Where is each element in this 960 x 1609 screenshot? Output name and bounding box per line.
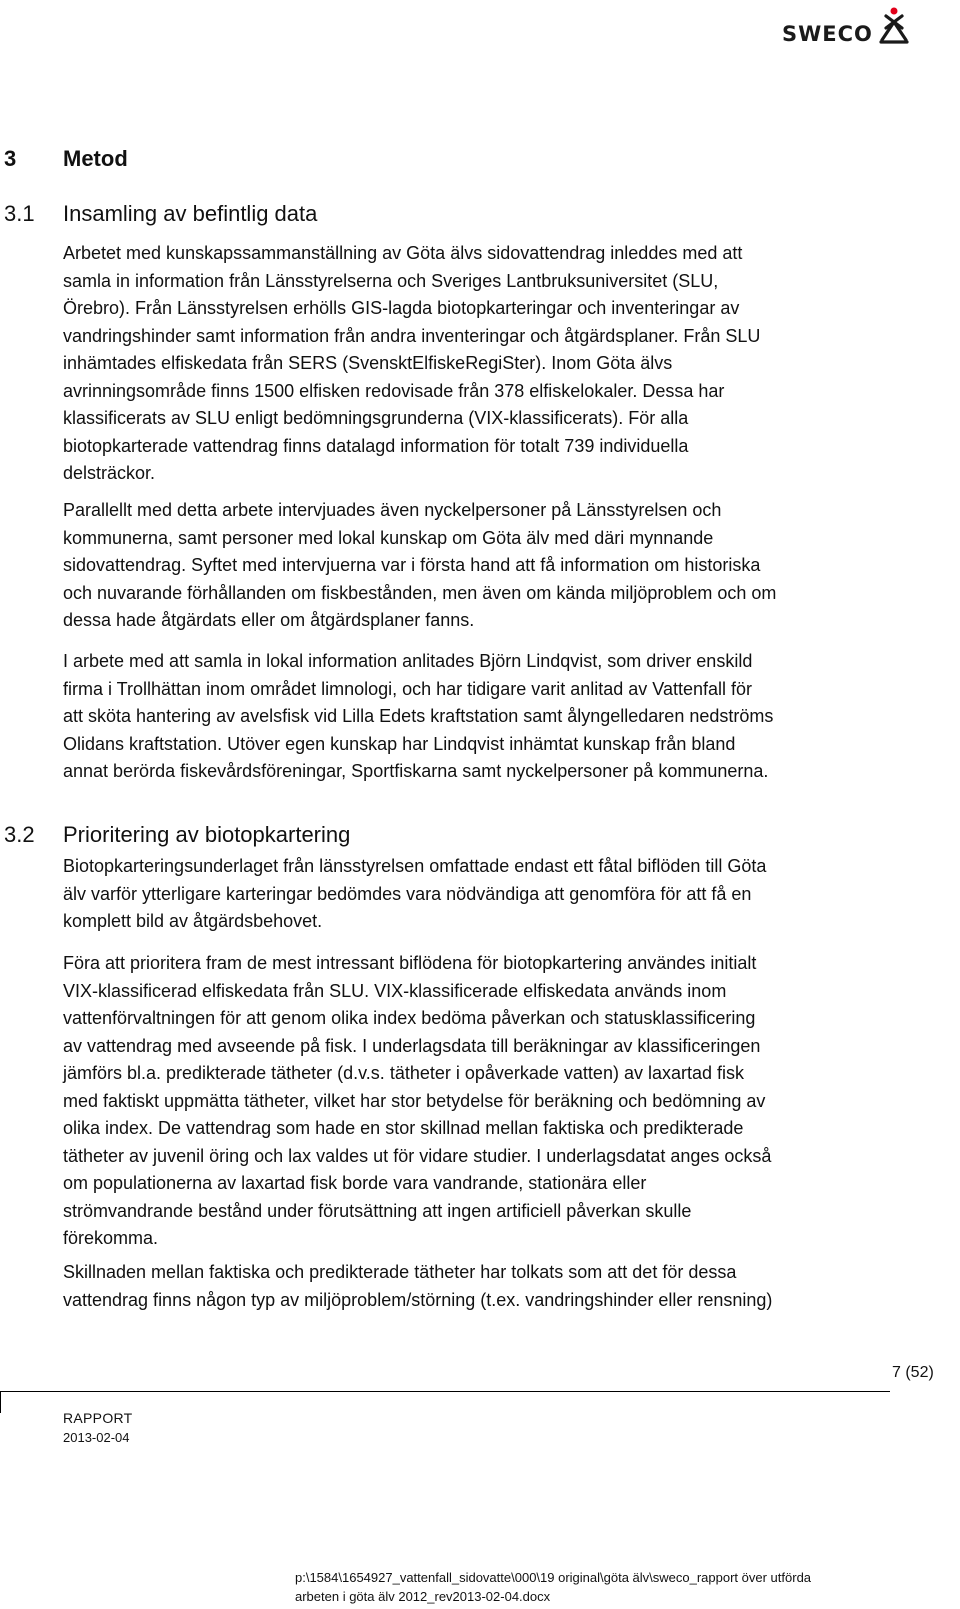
paragraph: Biotopkarteringsunderlaget från länsstyrelsen omfattade endast ett fåtal biflöden till Göta älv varför ytterligare karteringar bedömdes vara nödvändiga att genomföra för att få en komplett bild av åtgärdsbehovet. <box>63 856 767 931</box>
section-number: 3 <box>4 146 17 171</box>
company-logo <box>782 6 912 50</box>
paragraph: Arbetet med kunskapssammanställning av Göta älvs sidovattendrag inleddes med att samla in information från Länsstyrelserna och Sveriges Lantbruksuniversitet (SLU, Örebro). Från Länsstyrelsen erhölls GIS-lagda biotopkarteringar och inventeringar av vandringshinder samt information från andra inventeringar och åtgärdsplaner. Från SLU inhämtades elfiskedata från SERS (SvensktElfiskeRegiSter). Inom Göta älvs avrinningsområde finns 1500 elfisken redovisade från 378 elfiskelokaler. Dessa har klassificerats av SLU enligt bedömningsgrunderna (VIX-klassificerats). För alla biotopkarterade vattendrag finns datalagd information för totalt 739 individuella delsträckor. <box>63 243 761 483</box>
footer-divider-tick <box>0 1391 1 1413</box>
logo-text: SWECO <box>782 22 873 46</box>
section-title: Insamling av befintlig data <box>63 201 318 226</box>
section-title: Prioritering av biotopkartering <box>63 822 351 847</box>
report-date: 2013-02-04 <box>63 1430 130 1445</box>
footer-divider <box>0 1391 890 1392</box>
paragraph: Skillnaden mellan faktiska och predikterade tätheter har tolkats som att det för dessa vattendrag finns någon typ av miljöproblem/störning (t.ex. vandringshinder eller rensning) <box>63 1262 773 1310</box>
page-number: 7 (52) <box>892 1364 934 1381</box>
paragraph: I arbete med att samla in lokal information anlitades Björn Lindqvist, som driver enskild firma i Trollhättan inom området limnologi, och har tidigare varit anlitad av Vattenfall för att sköta hantering av avelsfisk vid Lilla Edets kraftstation samt ålyngelledaren nedströms Olidans kraftstation. Utöver egen kunskap har Lindqvist inhämtat kunskap från bland annat berörda fiskevårdsföreningar, Sportfiskarna samt nyckelpersoner på kommunerna. <box>63 651 774 781</box>
section-number: 3.1 <box>4 201 35 226</box>
paragraph: Föra att prioritera fram de mest intressant biflödena för biotopkartering användes initialt VIX-klassificerad elfiskedata från SLU. VIX-klassificerade elfiskedata används inom vattenförvaltningen för att genom olika index bedöma påverkan och statusklassificering av vattendrag med avseende på fisk. I underlagsdata till beräkningar av klassificeringen jämförs bl.a. predikterade tätheter (d.v.s. tätheter i opåverkade vatten) av laxartad fisk med faktiskt uppmätta tätheter, vilket har stor betydelse för beräkning och bedömning av olika index. De vattendrag som hade en stor skillnad mellan faktiska och predikterade tätheter av juvenil öring och lax valdes ut för vidare studier. I underlagsdatat anges också om populationerna av laxartad fisk borde vara vandrande, stationära eller strömvandrande bestånd under förutsättning att ingen artificiell påverkan skulle förekomma. <box>63 953 772 1248</box>
section-number: 3.2 <box>4 822 35 847</box>
paragraph: Parallellt med detta arbete intervjuades även nyckelpersoner på Länsstyrelsen och kommunerna, samt personer med lokal kunskap om Göta älv med däri mynnande sidovattendrag. Syftet med intervjuerna var i första hand att få information om historiska och nuvarande förhållanden om fiskbestånden, men även om kända miljöproblem och om dessa hade åtgärdats eller om åtgärdsplaner fanns. <box>63 500 777 630</box>
report-label: RAPPORT <box>63 1410 133 1426</box>
file-path: p:\1584\1654927_vattenfall_sidovatte\000\19 original\göta älv\sweco_rapport över utförda arbeten i göta älv 2012_rev2013-02-04.docx <box>295 1570 812 1604</box>
sweco-figure-icon <box>877 6 911 46</box>
section-title: Metod <box>63 146 128 171</box>
